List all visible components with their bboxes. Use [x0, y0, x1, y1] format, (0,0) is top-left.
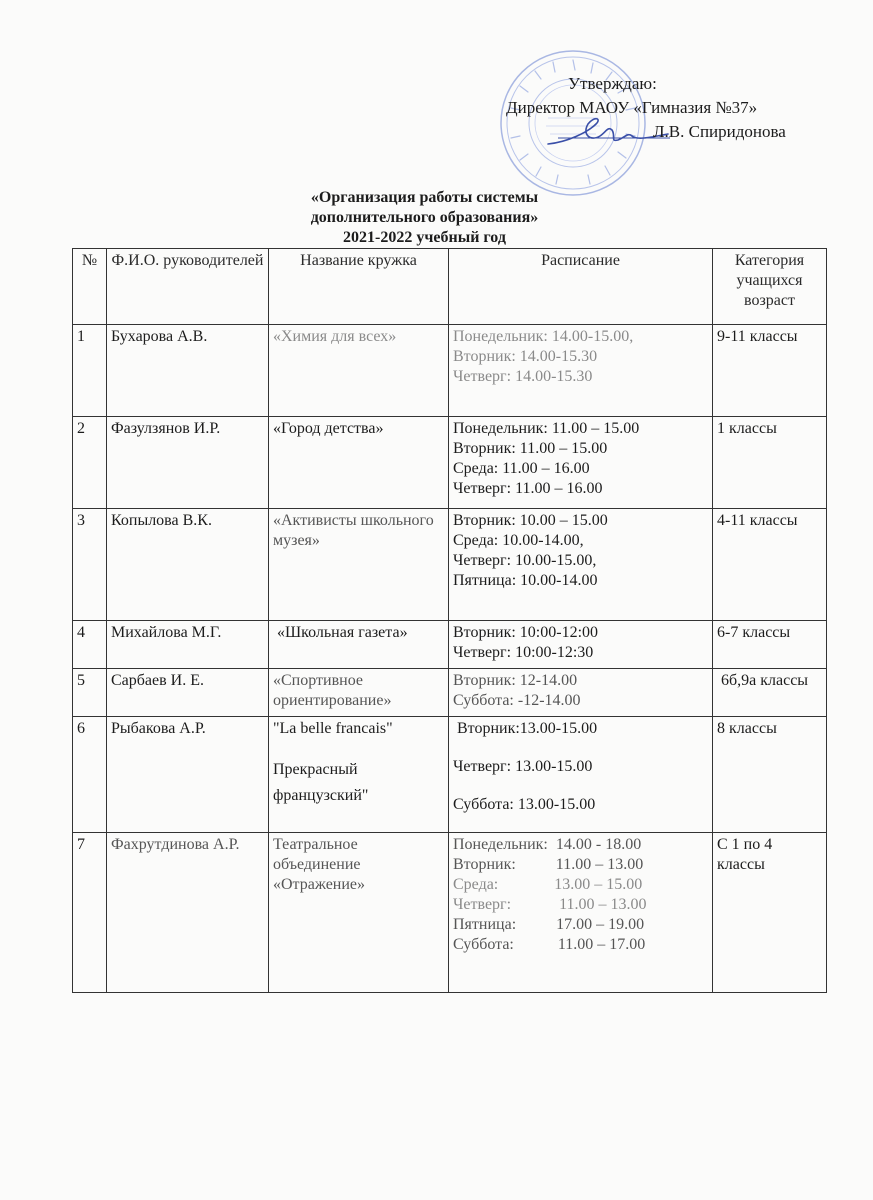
schedule-line: Суббота: -12-14.00: [453, 692, 581, 709]
table-row: [73, 325, 827, 417]
schedule-line: Четверг: 11.00 – 16.00: [453, 480, 603, 497]
schedule-line: Четверг: 11.00 – 13.00: [453, 896, 647, 913]
schedule-line: Понедельник: 14.00-15.00,: [453, 328, 634, 345]
table-row: [73, 669, 827, 717]
row-club: «Химия для всех»: [269, 325, 449, 417]
row-num: 6: [73, 717, 107, 833]
spacer: [453, 739, 708, 757]
row-club: «Школьная газета»: [269, 621, 449, 669]
schedule-line: Вторник: 11.00 – 13.00: [453, 856, 644, 873]
header-category: Категория учащихся возраст: [713, 249, 827, 325]
title-line-2: дополнительного образования»: [310, 209, 539, 226]
title-line-3: 2021-2022 учебный год: [343, 229, 506, 246]
row-leader: Копылова В.К.: [107, 509, 269, 621]
spacer: [273, 739, 444, 757]
club-name-original: "La belle francais": [273, 720, 393, 737]
row-category: 9-11 классы: [713, 325, 827, 417]
approval-heading: Утверждаю:: [568, 74, 657, 93]
row-leader: Сарбаев И. Е.: [107, 669, 269, 717]
row-category: С 1 по 4 классы: [713, 833, 827, 993]
row-category: 6-7 классы: [713, 621, 827, 669]
schedule-line: Понедельник: 14.00 - 18.00: [453, 836, 642, 853]
schedule-line: Четверг: 10.00-15.00,: [453, 552, 597, 569]
row-schedule: [449, 325, 713, 417]
row-leader: Рыбакова А.Р.: [107, 717, 269, 833]
row-schedule: [449, 833, 713, 993]
approval-block: [488, 72, 848, 144]
schedule-table: [72, 248, 827, 993]
schedule-line: Вторник: 10:00-12:00: [453, 624, 599, 641]
row-num: 2: [73, 417, 107, 509]
row-leader: Михайлова М.Г.: [107, 621, 269, 669]
row-club: «Спортивное ориентирование»: [269, 669, 449, 717]
row-club: «Активисты школьного музея»: [269, 509, 449, 621]
schedule-line: Вторник: 11.00 – 15.00: [453, 440, 608, 457]
table-row: [73, 509, 827, 621]
table-row: [73, 833, 827, 993]
row-leader: Фахрутдинова А.Р.: [107, 833, 269, 993]
row-schedule: [449, 717, 713, 833]
row-club: [269, 717, 449, 833]
schedule-line: Вторник: 14.00-15.30: [453, 348, 598, 365]
schedule-line: Суббота: 11.00 – 17.00: [453, 936, 646, 953]
row-schedule: [449, 417, 713, 509]
approval-position: Директор МАОУ «Гимназия №37»: [506, 98, 758, 117]
row-category: 1 классы: [713, 417, 827, 509]
schedule-line: Вторник:13.00-15.00: [453, 720, 598, 737]
row-leader: Фазулзянов И.Р.: [107, 417, 269, 509]
row-club: «Город детства»: [269, 417, 449, 509]
row-club: Театральное объединение «Отражение»: [269, 833, 449, 993]
header-schedule: Расписание: [449, 249, 713, 325]
schedule-line: Вторник: 12-14.00: [453, 672, 578, 689]
schedule-line: Среда: 11.00 – 16.00: [453, 460, 590, 477]
schedule-line: Пятница: 10.00-14.00: [453, 572, 598, 589]
schedule-line: Четверг: 14.00-15.30: [453, 368, 593, 385]
header-leader: Ф.И.О. руководителей: [107, 249, 269, 325]
spacer: [453, 777, 708, 795]
table-row: [73, 621, 827, 669]
schedule-line: Четверг: 13.00-15.00: [453, 758, 593, 775]
row-leader: Бухарова А.В.: [107, 325, 269, 417]
row-category: 8 классы: [713, 717, 827, 833]
row-category: 6б,9а классы: [713, 669, 827, 717]
schedule-line: Пятница: 17.00 – 19.00: [453, 916, 645, 933]
row-schedule: [449, 621, 713, 669]
schedule-line: Среда: 10.00-14.00,: [453, 532, 584, 549]
row-num: 7: [73, 833, 107, 993]
schedule-line: Четверг: 10:00-12:30: [453, 644, 594, 661]
header-num: №: [73, 249, 107, 325]
row-num: 5: [73, 669, 107, 717]
row-schedule: [449, 509, 713, 621]
table-row: [73, 717, 827, 833]
schedule-line: Понедельник: 11.00 – 15.00: [453, 420, 640, 437]
schedule-line: Вторник: 10.00 – 15.00: [453, 512, 608, 529]
row-category: 4-11 классы: [713, 509, 827, 621]
row-num: 1: [73, 325, 107, 417]
table-row: [73, 417, 827, 509]
approval-director-name: Л.В. Спиридонова: [653, 122, 786, 141]
schedule-line: Среда: 13.00 – 15.00: [453, 876, 643, 893]
title-line-1: «Организация работы системы: [310, 189, 539, 206]
club-name-translation: Прекрасный французский": [273, 761, 369, 804]
header-club: Название кружка: [269, 249, 449, 325]
row-num: 4: [73, 621, 107, 669]
row-num: 3: [73, 509, 107, 621]
row-schedule: [449, 669, 713, 717]
schedule-line: Суббота: 13.00-15.00: [453, 796, 596, 813]
table-header-row: [73, 249, 827, 325]
document-title: [0, 188, 861, 248]
